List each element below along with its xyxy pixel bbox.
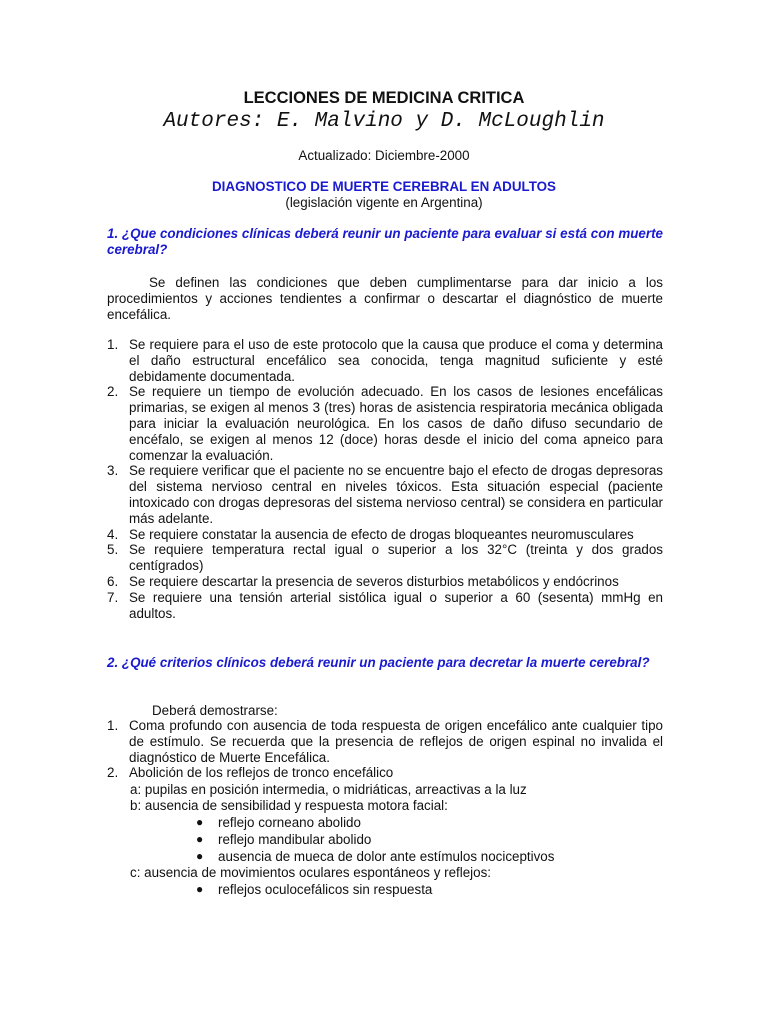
list-item-text: Se requiere para el uso de este protocolo que la causa que produce el coma y determina el daño estructural encefálico sea conocida, tenga magnitud suficiente y esté debidamente documentada.	[129, 337, 663, 384]
bullet-text: ausencia de mueca de dolor ante estímulos nociceptivos	[218, 849, 555, 864]
conditions-list	[107, 337, 663, 621]
list-item-number: 2.	[107, 765, 119, 781]
bullet-icon: ●	[196, 832, 204, 846]
list-item-number: 1.	[107, 337, 119, 352]
list-item-number: 7.	[107, 589, 119, 605]
sub-criterion-c: c: ausencia de movimientos oculares espontáneos y reflejos:	[130, 865, 491, 880]
bullet-text: reflejo corneano abolido	[218, 815, 361, 830]
list-item	[107, 765, 663, 781]
list-item-number: 4.	[107, 526, 119, 542]
list-item-text: Se requiere verificar que el paciente no se encuentre bajo el efecto de drogas depresoras del sistema nervioso central en niveles tóxicos. Esta situación especial (paciente intoxicado con drogas depresoras del sistema nervioso central) se considera en particular más adelante.	[129, 463, 663, 526]
section-subtitle: (legislación vigente en Argentina)	[285, 195, 483, 210]
document-authors: Autores: E. Malvino y D. McLoughlin	[163, 110, 605, 133]
bullet-icon: ●	[196, 882, 204, 896]
list-item-text: Se requiere constatar la ausencia de efecto de drogas bloqueantes neuromusculares	[129, 526, 634, 542]
list-item-text: Se requiere descartar la presencia de severos disturbios metabólicos y endócrinos	[129, 573, 619, 589]
question-1-heading: 1. ¿Que condiciones clínicas deberá reunir un paciente para evaluar si está con muerte cerebral?	[107, 226, 663, 257]
list-item	[107, 590, 663, 622]
update-date: Actualizado: Diciembre-2000	[298, 148, 470, 163]
list-item	[107, 337, 663, 384]
list-item-text: Se requiere una tensión arterial sistólica igual o superior a 60 (sesenta) mmHg en adultos.	[129, 589, 663, 621]
list-item-text: Se requiere un tiempo de evolución adecuado. En los casos de lesiones encefálicas primarias, se exigen al menos 3 (tres) horas de asistencia respiratoria mecánica obligada para iniciar la evaluación neurológica. En los casos de daño difuso secundario de encéfalo, se exigen al menos 12 (doce) horas desde el inicio del coma apneico para comenzar la evaluación.	[129, 384, 663, 463]
list-item-number: 2.	[107, 384, 119, 400]
list-item-number: 6.	[107, 573, 119, 589]
sub-criterion-b: b: ausencia de sensibilidad y respuesta motora facial:	[130, 798, 448, 813]
list-item-number: 5.	[107, 542, 119, 558]
bullet-icon: ●	[196, 849, 204, 863]
section-title: DIAGNOSTICO DE MUERTE CEREBRAL EN ADULTOS	[212, 179, 556, 194]
list-item-number: 3.	[107, 463, 119, 479]
criteria-list	[107, 718, 663, 781]
sub-criterion-a: a: pupilas en posición intermedia, o midriáticas, arreactivas a la luz	[130, 782, 527, 797]
document-title: LECCIONES DE MEDICINA CRITICA	[243, 89, 525, 107]
list-item	[107, 718, 663, 765]
bullet-text: reflejo mandibular abolido	[218, 832, 372, 847]
list-item-text: Coma profundo con ausencia de toda respuesta de origen encefálico ante cualquier tipo de estímulo. Se recuerda que la presencia de reflejos de origen espinal no invalida el diagnóstico de Muerte Encefálica.	[129, 718, 663, 765]
list-item	[107, 574, 663, 590]
list-item-number: 1.	[107, 718, 119, 733]
question-2-intro: Deberá demostrarse:	[152, 703, 278, 718]
bullet-text: reflejos oculocefálicos sin respuesta	[218, 882, 433, 897]
bullet-icon: ●	[196, 815, 204, 829]
list-item-text: Se requiere temperatura rectal igual o superior a los 32°C (treinta y dos grados centígrados)	[129, 542, 663, 574]
question-2-heading: 2. ¿Qué criterios clínicos deberá reunir un paciente para decretar la muerte cerebral?	[107, 655, 650, 670]
list-item	[107, 463, 663, 526]
list-item	[107, 384, 663, 463]
list-item-text: Abolición de los reflejos de tronco encefálico	[129, 765, 394, 781]
list-item	[107, 542, 663, 574]
list-item	[107, 527, 663, 543]
question-1-intro: Se definen las condiciones que deben cumplimentarse para dar inicio a los procedimientos y acciones tendientes a confirmar o descartar el diagnóstico de muerte encefálica.	[107, 275, 663, 322]
